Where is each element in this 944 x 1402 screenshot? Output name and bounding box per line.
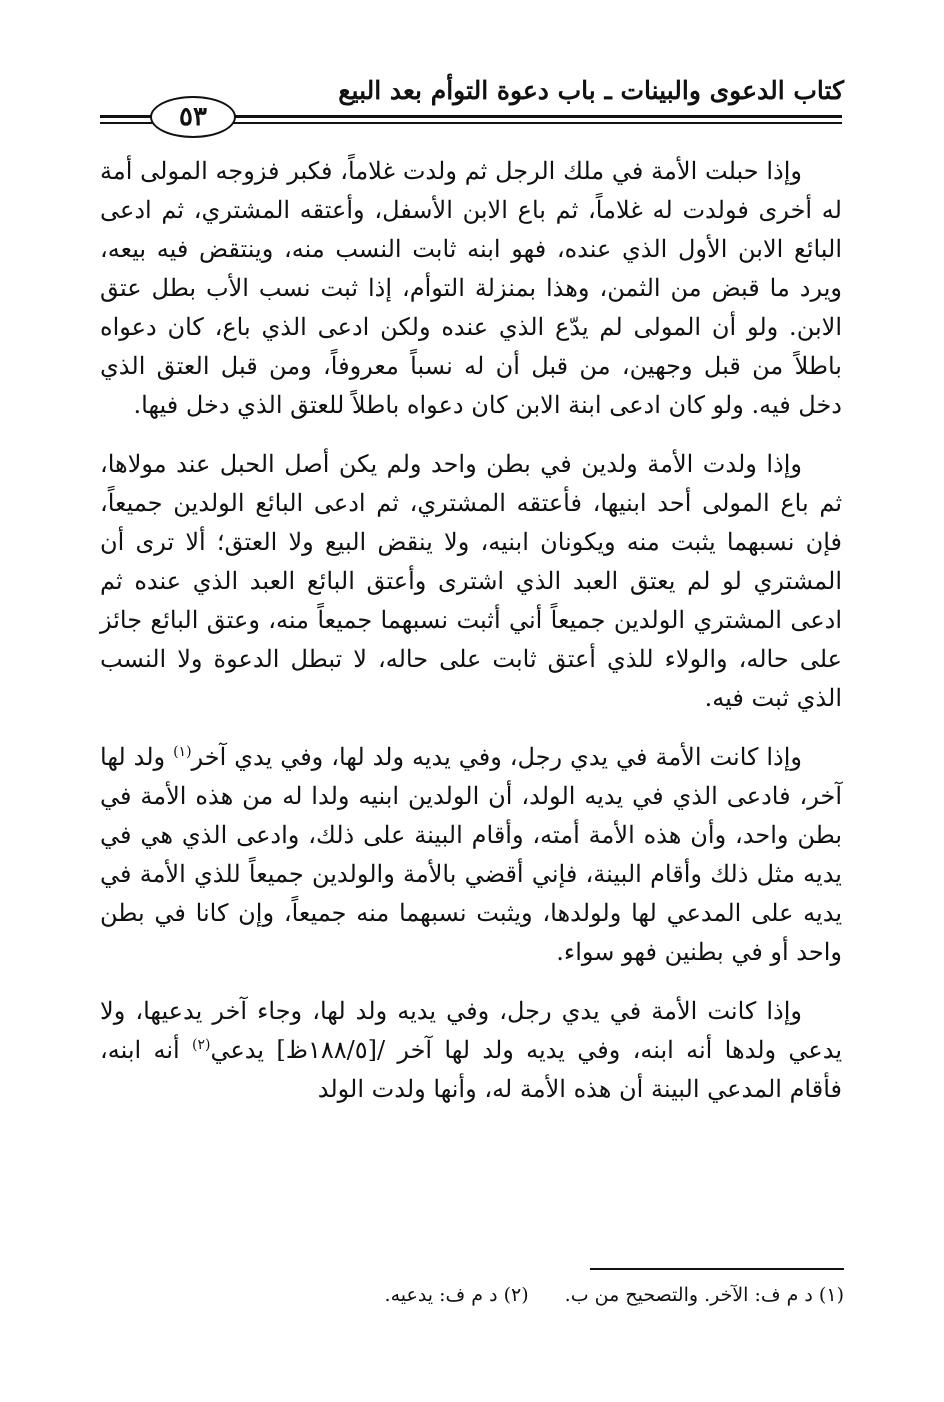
paragraph-3	[100, 738, 842, 972]
running-title: كتاب الدعوى والبينات ـ باب دعوة التوأم بعد البيع	[338, 76, 844, 105]
footnote-2: (٢) د م ف: يدعيه.	[384, 1284, 529, 1306]
paragraph-4-part-1: وإذا كانت الأمة في يدي رجل، وفي يديه ولد لها، وجاء آخر يدعيها، ولا يدعي ولدها أنه ابنه، وفي يديه ولد لها آخر /[١٨٨/٥ظ] يدعي	[100, 997, 842, 1064]
paragraph-3-part-1: وإذا كانت الأمة في يدي رجل، وفي يديه ولد لها، وفي يدي آخر	[191, 743, 802, 771]
footnote-1: (١) د م ف: الآخر. والتصحيح من ب.	[564, 1284, 844, 1306]
paragraph-4-part-2: أنه ابنه، فأقام المدعي البينة أن هذه الأمة له، وأنها ولدت الولد	[100, 1036, 842, 1103]
paragraph-3-part-2: ولد لها آخر، فادعى الذي في يديه الولد، أن الولدين ابنيه ولدا له من هذه الأمة في بطن واحد، وأن هذه الأمة أمته، وأقام البينة على ذلك، وادعى الذي هي في يديه مثل ذلك وأقام البينة، فإني أقضي بالأمة والولدين جميعاً للذي الأمة في يديه على المدعي لها ولولدها، ويثبت نسبهما منه جميعاً، وإن كانا في بطن واحد أو في بطنين فهو سواء.	[100, 743, 842, 966]
footnote-separator	[590, 1268, 844, 1270]
footnote-ref-2: (٢)	[192, 1037, 211, 1053]
paragraph-1: وإذا حبلت الأمة في ملك الرجل ثم ولدت غلاماً، فكبر فزوجه المولى أمة له أخرى فولدت له غلاماً، ثم باع الابن الأسفل، وأعتقه المشتري، ثم ادعى البائع الابن الأول الذي عنده، فهو ابنه ثابت النسب منه، وينتقض فيه بيعه، ويرد ما قبض من الثمن، وهذا بمنزلة التوأم، إذا ثبت نسب الأب بطل عتق الابن. ولو أن المولى لم يدّع الذي عنده ولكن ادعى الذي باع، كان دعواه باطلاً من قبل وجهين، من قبل أن له نسباً معروفاً، ومن قبل العتق الذي دخل فيه. ولو كان ادعى ابنة الابن كان دعواه باطلاً للعتق الذي دخل فيها.	[100, 157, 842, 419]
footnote-ref-1: (١)	[173, 744, 192, 760]
main-text	[100, 152, 842, 1109]
paragraph-2: وإذا ولدت الأمة ولدين في بطن واحد ولم يكن أصل الحبل عند مولاها، ثم باع المولى أحد ابنيها، فأعتقه المشتري، ثم ادعى البائع الولدين جميعاً، فإن نسبهما يثبت منه ويكونان ابنيه، ولا ينقض البيع ولا العتق؛ ألا ترى أن المشتري لو لم يعتق العبد الذي اشترى وأعتق البائع العبد الذي عنده ثم ادعى المشتري الولدين جميعاً أني أثبت نسبهما جميعاً منه، وعتق البائع جائز على حاله، والولاء للذي أعتق ثابت على حاله، لا تبطل الدعوة ولا النسب الذي ثبت فيه.	[100, 450, 842, 712]
page-number: ٥٣	[150, 96, 236, 138]
paragraph-4	[100, 992, 842, 1109]
footnotes	[102, 1284, 844, 1306]
